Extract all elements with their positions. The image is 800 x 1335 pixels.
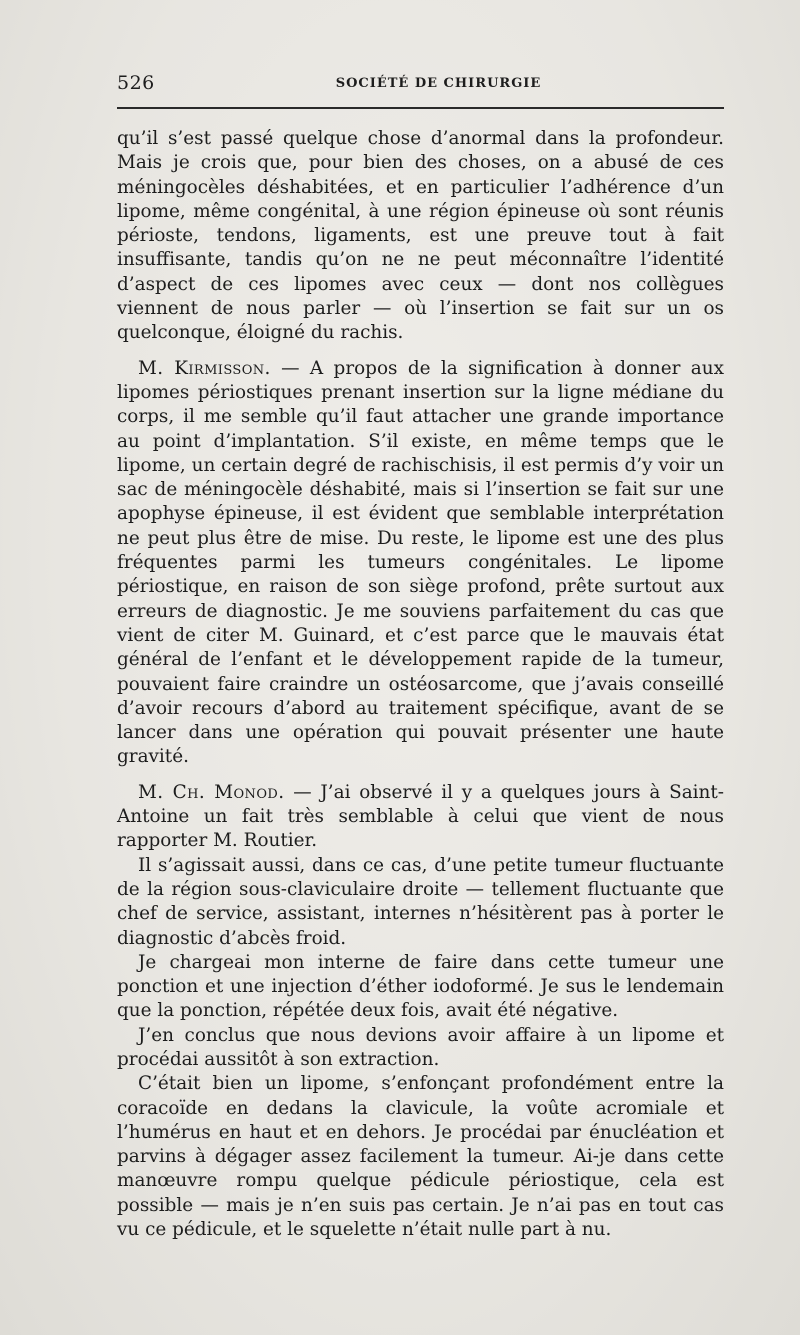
paragraph-text: — J’ai observé il y a quelques jours à Saint-Antoine un fait très semblable à celui que vient de nous rapporter M. Routier. <box>117 781 724 852</box>
paragraph <box>117 854 724 951</box>
paragraph-text: — A propos de la signification à donner aux lipomes périostiques prenant insertion sur la ligne médiane du corps, il me semble qu’il faut attacher une grande importance au point d’implantation. S’il existe, en même temps que le lipome, un certain degré de rachischisis, il est permis d’y voir un sac de méningocèle déshabité, mais si l’insertion se fait sur une apophyse épineuse, il est évident que semblable interprétation ne peut plus être de mise. Du reste, le lipome est une des plus fréquentes parmi les tumeurs congénitales. Le lipome périostique, en raison de son siège profond, prête surtout aux erreurs de diagnostic. Je me souviens parfaitement du cas que vient de citer M. Guinard, et c’est parce que le mauvais état général de l’enfant et le développement rapide de la tumeur, pouvaient faire craindre un ostéosarcome, que j’avais conseillé d’avoir recours d’abord au traitement spécifique, avant de se lancer dans une opération qui pouvait présenter une haute gravité. <box>117 357 724 768</box>
paragraph-kirmisson <box>117 357 724 770</box>
page-number: 526 <box>117 72 155 94</box>
header-rule <box>117 107 724 109</box>
body-text <box>117 127 724 1242</box>
paragraph-text: C’était bien un lipome, s’enfonçant profondément entre la coracoïde en dedans la clavicule, la voûte acromiale et l’humérus en haut et en dehors. Je procédai par énucléation et parvins à dégager assez facilement la tumeur. Ai-je dans cette manœuvre rompu quelque pédicule périostique, cela est possible — mais je n’en suis pas certain. Je n’ai pas en tout cas vu ce pédicule, et le squelette n’était nulle part à nu. <box>117 1073 724 1241</box>
running-head: SOCIÉTÉ DE CHIRURGIE <box>335 76 542 91</box>
paragraph-text: qu’il s’est passé quelque chose d’anormal dans la profondeur. Mais je crois que, pour bien des choses, on a abusé de ces méningocèles déshabitées, et en particulier l’adhérence d’un lipome, même congénital, à une région épineuse où sont réunis périoste, tendons, ligaments, est une preuve tout à fait insuffisante, tandis qu’on ne ne peut méconnaître l’identité d’aspect de ces lipomes avec ceux — dont nos collègues viennent de nous parler — où l’insertion se fait sur un os quelconque, éloigné du rachis. <box>117 128 724 344</box>
paragraph-text: Il s’agissait aussi, dans ce cas, d’une petite tumeur fluctuante de la région sous-claviculaire droite — tellement fluctuante que chef de service, assistant, internes n’hésitèrent pas à porter le diagnostic d’abcès froid. <box>117 854 724 949</box>
paragraph <box>117 1024 724 1073</box>
paragraph <box>117 951 724 1024</box>
paragraph-text: J’en conclus que nous devions avoir affaire à un lipome et procédai aussitôt à son extraction. <box>117 1024 724 1070</box>
page-header <box>117 72 724 98</box>
paragraph <box>117 1072 724 1242</box>
speaker-name: M. Ch. Monod. <box>138 781 285 803</box>
paragraph-text: Je chargeai mon interne de faire dans cette tumeur une ponction et une injection d’éther iodoformé. Je sus le lendemain que la ponction, répétée deux fois, avait été négative. <box>117 951 724 1022</box>
paragraph-continuation <box>117 127 724 346</box>
speaker-name: M. Kirmisson. <box>138 357 271 379</box>
paragraph-monod <box>117 781 724 854</box>
